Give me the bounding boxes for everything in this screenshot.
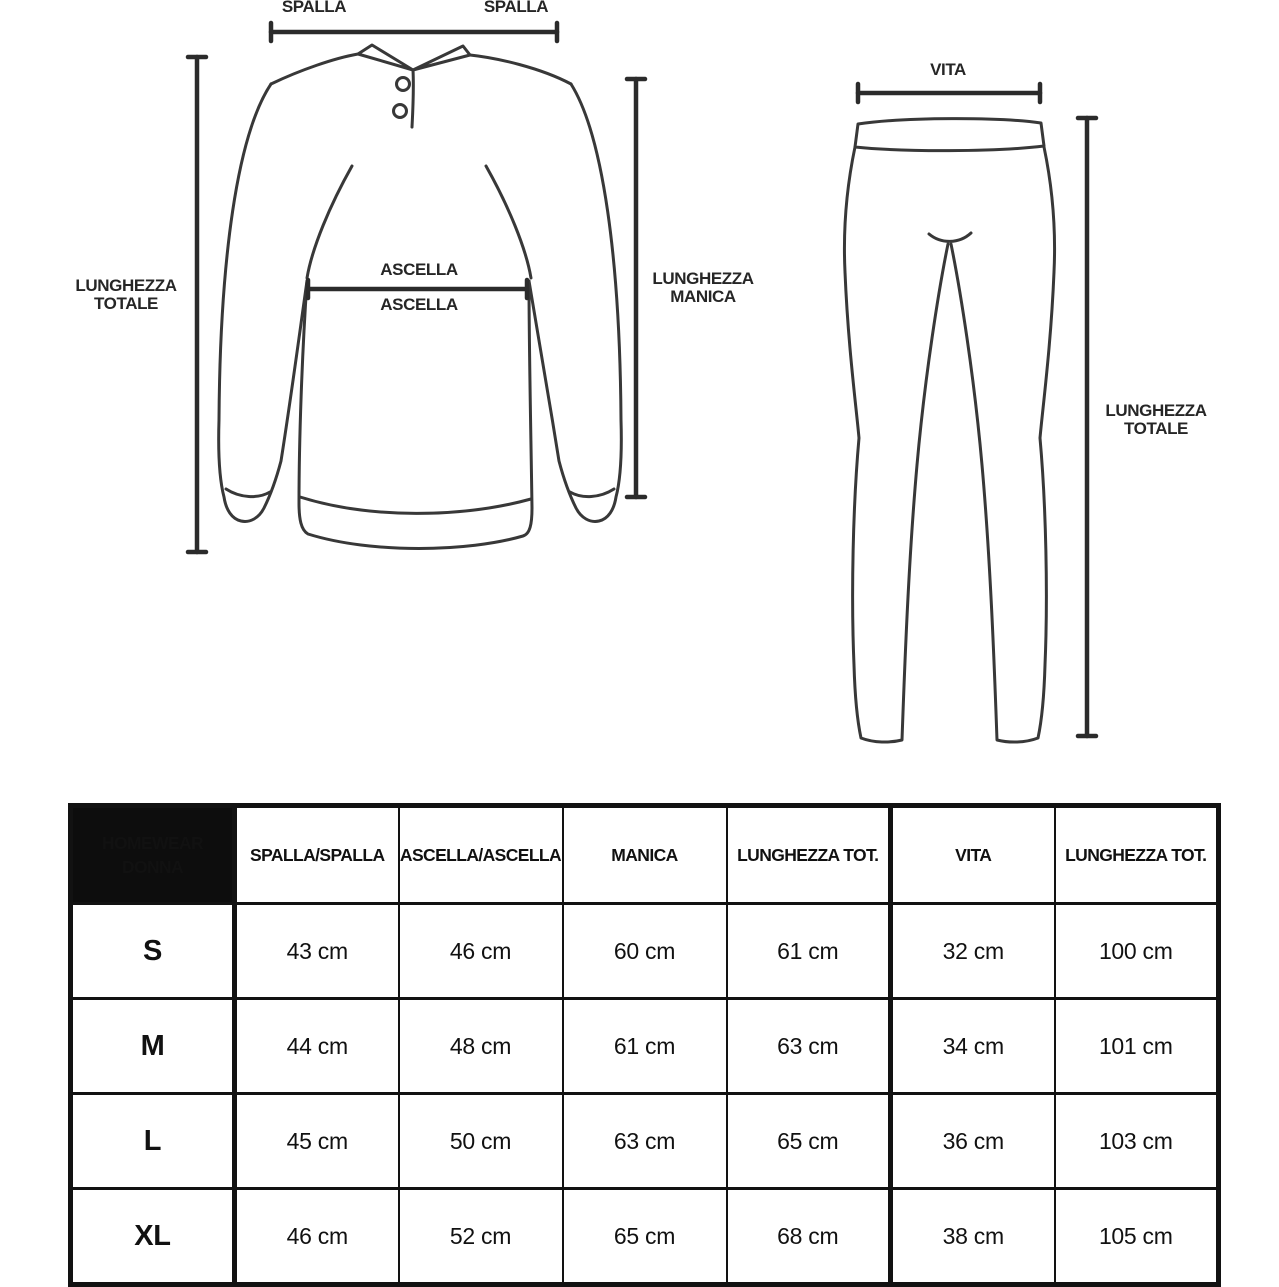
value-cell: 65 cm: [727, 1094, 891, 1189]
value-cell: 46 cm: [235, 1189, 399, 1285]
value-cell: 65 cm: [563, 1189, 727, 1285]
table-row-m: [71, 999, 1219, 1094]
header-cell-lunghezza-tot-top: LUNGHEZZA TOT.: [727, 806, 891, 904]
size-cell: L: [71, 1094, 235, 1189]
value-cell: 100 cm: [1055, 904, 1219, 999]
header-cell-vita: VITA: [891, 806, 1055, 904]
value-cell: 105 cm: [1055, 1189, 1219, 1285]
label-line: LUNGHEZZA: [652, 269, 754, 288]
value-cell: 61 cm: [727, 904, 891, 999]
label-spalla-right: SPALLA: [483, 0, 549, 16]
header-cell-manica: MANICA: [563, 806, 727, 904]
header-cell-lunghezza-tot-pants: LUNGHEZZA TOT.: [1055, 806, 1219, 904]
value-cell: 38 cm: [891, 1189, 1055, 1285]
label-line: TOTALE: [1123, 419, 1189, 438]
value-cell: 32 cm: [891, 904, 1055, 999]
value-cell: 63 cm: [563, 1094, 727, 1189]
size-cell: M: [71, 999, 235, 1094]
label-pants-lunghezza-totale: [1105, 402, 1206, 438]
value-cell: 44 cm: [235, 999, 399, 1094]
header-cell-spalla-spalla: SPALLA/SPALLA: [235, 806, 399, 904]
size-cell: XL: [71, 1189, 235, 1285]
label-line: MANICA: [670, 287, 736, 306]
value-cell: 46 cm: [399, 904, 563, 999]
label-spalla-left: SPALLA: [281, 0, 347, 16]
label-top-lunghezza-totale: [75, 277, 176, 313]
value-cell: 52 cm: [399, 1189, 563, 1285]
pants-total-length-measure-line: [1078, 118, 1096, 736]
vita-measure-line: [858, 84, 1040, 102]
table-row-l: [71, 1094, 1219, 1189]
label-vita: VITA: [930, 60, 966, 79]
measurement-lines: [188, 23, 1096, 736]
value-cell: 60 cm: [563, 904, 727, 999]
value-cell: 103 cm: [1055, 1094, 1219, 1189]
table-row-s: [71, 904, 1219, 999]
value-cell: 63 cm: [727, 999, 891, 1094]
label-ascella-bottom: ASCELLA: [380, 295, 458, 314]
value-cell: 43 cm: [235, 904, 399, 999]
value-cell: 48 cm: [399, 999, 563, 1094]
value-cell: 34 cm: [891, 999, 1055, 1094]
label-ascella-top: ASCELLA: [380, 260, 458, 279]
table-title-line: HOMEWEAR: [101, 833, 204, 853]
label-line: TOTALE: [93, 294, 159, 313]
label-line: LUNGHEZZA: [1105, 401, 1207, 420]
value-cell: 68 cm: [727, 1189, 891, 1285]
table-header-row: [71, 806, 1219, 904]
value-cell: 45 cm: [235, 1094, 399, 1189]
pants-drawing: [844, 119, 1054, 742]
value-cell: 36 cm: [891, 1094, 1055, 1189]
table-title-cell: [71, 806, 235, 904]
header-cell-ascella-ascella: ASCELLA/ASCELLA: [399, 806, 563, 904]
value-cell: 61 cm: [563, 999, 727, 1094]
size-cell: S: [71, 904, 235, 999]
value-cell: 101 cm: [1055, 999, 1219, 1094]
size-table: [68, 803, 1221, 1287]
table-title-line: DONNA: [121, 857, 184, 877]
label-lunghezza-manica: [652, 270, 753, 306]
spalla-measure-line: [271, 23, 557, 41]
label-line: LUNGHEZZA: [75, 276, 177, 295]
value-cell: 50 cm: [399, 1094, 563, 1189]
top-total-length-measure-line: [188, 57, 206, 552]
table-row-xl: [71, 1189, 1219, 1285]
sleeve-length-measure-line: [627, 79, 645, 497]
